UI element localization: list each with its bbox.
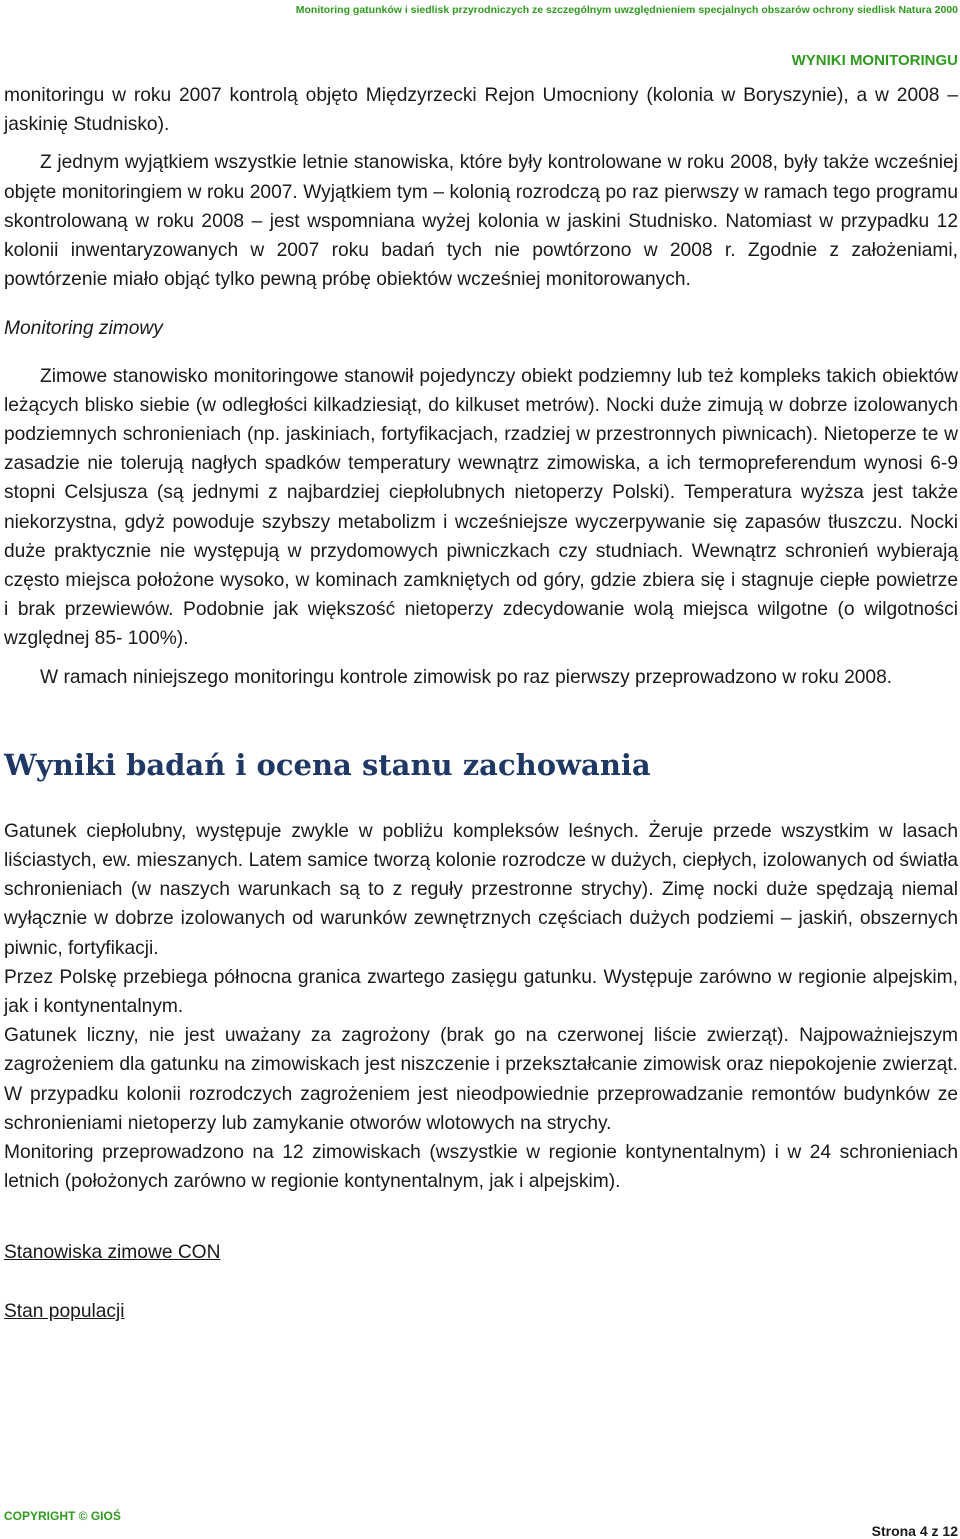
paragraph: Gatunek ciepłolubny, występuje zwykle w pobliżu kompleksów leśnych. Żeruje przede wszystkim w lasach liściastych, ew. mieszanych. Latem samice tworzą kolonie rozrodcze w dużych, ciepłych, izolowanych od światła schronieniach (w naszych warunkach są to z reguły przestronne strychy). Zimę nocki duże spędzają niemal wyłącznie w dobrze izolowanych od warunków zewnętrznych częściach dużych podziemi – jaskiń, obszernych piwnic, fortyfikacji.: [4, 820, 958, 959]
footer-copyright: COPYRIGHT © GIOŚ: [4, 1509, 121, 1523]
paragraph: Z jednym wyjątkiem wszystkie letnie stanowiska, które były kontrolowane w roku 2008, były także wcześniej objęte monitoringiem w roku 2007. Wyjątkiem tym – kolonią rozrodczą po raz pierwszy w ramach tego programu skontrolowaną w roku 2008 – jest wspomniana wyżej kolonia w jaskini Studnisko. Natomiast w przypadku 12 kolonii inwentaryzowanych w 2007 roku badań tych nie powtórzono w 2008 r. Zgodnie z założeniami, powtórzenie miało objąć tylko pewną próbę obiektów wcześniej monitorowanych.: [4, 152, 958, 291]
subheading: Monitoring zimowy: [4, 318, 163, 340]
page-number: Strona 4 z 12: [871, 1523, 958, 1539]
paragraph: Monitoring przeprowadzono na 12 zimowiskach (wszystkie w regionie kontynentalnym) i w 24 schronieniach letnich (położonych zarówno w regionie kontynentalnym, jak i alpejskim).: [4, 1142, 958, 1193]
section-title: Wyniki badań i ocena stanu zachowania: [4, 747, 651, 782]
paragraph: Gatunek liczny, nie jest uważany za zagrożony (brak go na czerwonej liście zwierząt). Najpoważniejszym zagrożeniem dla gatunku na zimowiskach jest niszczenie i przekształcanie zimowisk oraz niepokojenie zwierząt. W przypadku kolonii rozrodczych zagrożeniem jest nieodpowiednie przeprowadzanie remontów budynków ze schronieniami nietoperzy lub zamykanie otworów wlotowych na strychy.: [4, 1025, 958, 1134]
paragraph: W ramach niniejszego monitoringu kontrole zimowisk po raz pierwszy przeprowadzono w roku 2008.: [40, 666, 893, 688]
section-header: WYNIKI MONITORINGU: [791, 52, 958, 69]
link-stanowiska-zimowe[interactable]: Stanowiska zimowe CON: [4, 1241, 221, 1263]
paragraph: monitoringu w roku 2007 kontrolą objęto Międzyrzecki Rejon Umocniony (kolonia w Boryszynie), a w 2008 – jaskinię Studnisko).: [4, 85, 958, 136]
link-stan-populacji[interactable]: Stan populacji: [4, 1300, 125, 1322]
page-body: [4, 81, 958, 1326]
running-header: Monitoring gatunków i siedlisk przyrodniczych ze szczególnym uwzględnieniem specjalnych obszarów ochrony siedlisk Natura 2000: [295, 4, 958, 16]
paragraph: Zimowe stanowisko monitoringowe stanowił pojedynczy obiekt podziemny lub też kompleks takich obiektów leżących blisko siebie (w odległości kilkadziesiąt, do kilkuset metrów). Nocki duże zimują w dobrze izolowanych podziemnych schronieniach (np. jaskiniach, fortyfikacjach, rzadziej w przestronnych piwnicach). Nietoperze te w zasadzie nie tolerują nagłych spadków temperatury wewnątrz zimowiska, a ich termopreferendum wynosi 6-9 stopni Celsjusza (są jednymi z najbardziej ciepłolubnych nietoperzy Polski). Temperatura wyższa jest także niekorzystna, gdyż powoduje szybszy metabolizm i wcześniejsze wyczerpywanie się zapasów tłuszczu. Nocki duże praktycznie nie występują w przydomowych piwniczkach czy studniach. Wewnątrz schronień wybierają często miejsca położone wysoko, w kominach zamkniętych od góry, gdzie zbiera się i stagnuje ciepłe powietrze i brak przewiewów. Podobnie jak większość nietoperzy zdecydowanie wolą miejsca wilgotne (o wilgotności względnej 85- 100%).: [4, 365, 958, 650]
paragraph: Przez Polskę przebiega północna granica zwartego zasięgu gatunku. Występuje zarówno w regionie alpejskim, jak i kontynentalnym.: [4, 966, 958, 1018]
